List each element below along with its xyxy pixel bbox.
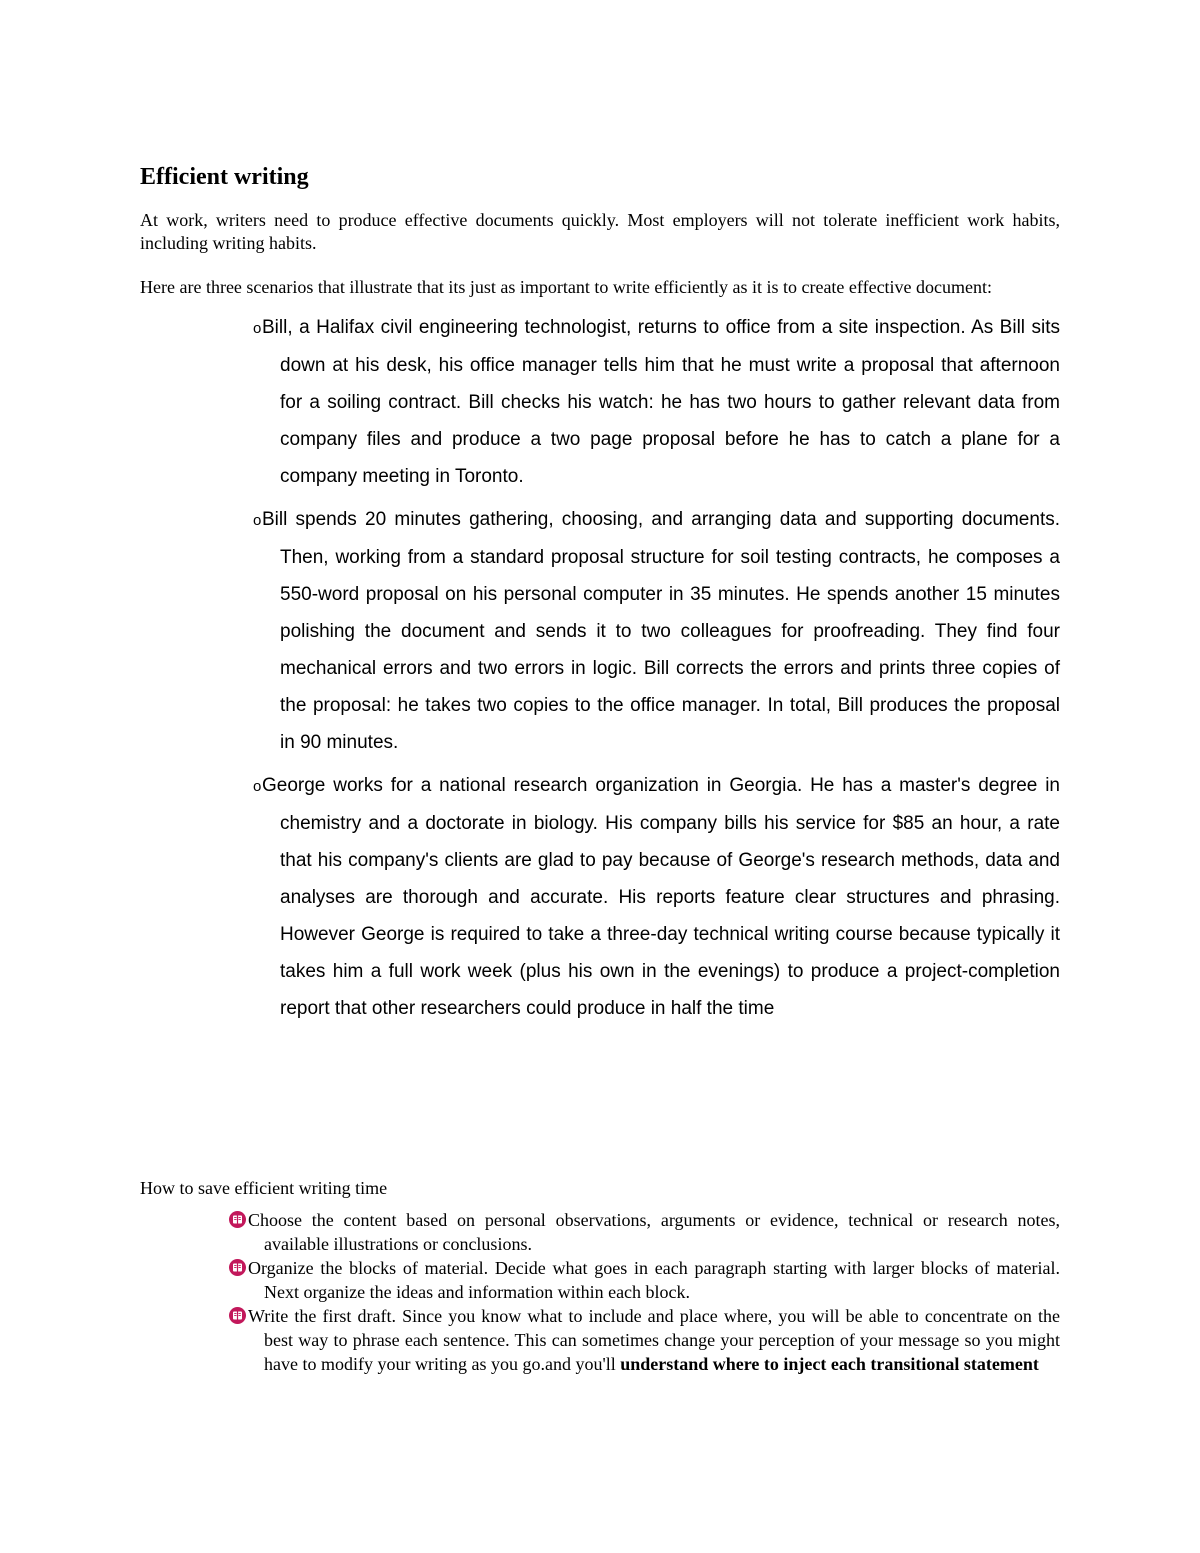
tip-bold-text: understand where to inject each transitional statement [620,1354,1039,1374]
tip-item [228,1208,1060,1256]
circle-bullet-icon: o [253,320,262,337]
document-page [140,160,1060,1374]
tip-text: Choose the content based on personal observations, arguments or evidence, technical or research notes, available illustrations or conclusions. [248,1210,1060,1254]
tip-item [228,1256,1060,1304]
intro-paragraph-1: At work, writers need to produce effective documents quickly. Most employers will not tolerate inefficient work habits, including writing habits. [140,210,1060,253]
circle-bullet-icon: o [253,512,262,529]
tip-item [228,1304,1060,1376]
book-bullet-icon [228,1258,247,1277]
tip-text: Write the first draft. Since you know what to include and place where, you will be able to concentrate on the best way to phrase each sentence. This can sometimes change your perception of your message so you might have to modify your writing as you go.and you'll [248,1306,1060,1374]
scenario-item [246,501,1060,761]
circle-bullet-icon: o [253,778,262,795]
scenario-item [246,309,1060,495]
document-title: Efficient writing [140,164,309,190]
tips-list [228,1208,1060,1376]
scenario-text: Bill spends 20 minutes gathering, choosing, and arranging data and supporting documents. Then, working from a standard proposal structure for soil testing contracts, he composes a 550-word proposal on his personal computer in 35 minutes. He spends another 15 minutes polishing the document and sends it to two colleagues for proofreading. They find four mechanical errors and two errors in logic. Bill corrects the errors and prints three copies of the proposal: he takes two copies to the office manager. In total, Bill produces the proposal in 90 minutes. [262,509,1060,753]
scenario-text: George works for a national research organization in Georgia. He has a master's degree in chemistry and a doctorate in biology. His company bills his service for $85 an hour, a rate that his company's clients are glad to pay because of George's research methods, data and analyses are thorough and accurate. His reports feature clear structures and phrasing. However George is required to take a three-day technical writing course because typically it takes him a full work week (plus his own in the evenings) to produce a project-completion report that other researchers could produce in half the time [262,775,1060,1019]
scenario-list [140,309,1060,1027]
section-heading: How to save efficient writing time [140,1178,388,1198]
intro-paragraph-2: Here are three scenarios that illustrate that its just as important to write efficiently as it is to create effective document: [140,277,993,297]
scenario-item [246,767,1060,1027]
tip-text: Organize the blocks of material. Decide what goes in each paragraph starting with larger blocks of material. Next organize the ideas and information within each block. [248,1258,1060,1302]
scenario-text: Bill, a Halifax civil engineering technologist, returns to office from a site inspection. As Bill sits down at his desk, his office manager tells him that he must write a proposal that afternoon for a soiling contract. Bill checks his watch: he has two hours to gather relevant data from company files and produce a two page proposal before he has to catch a plane for a company meeting in Toronto. [262,317,1060,487]
book-bullet-icon [228,1306,247,1325]
book-bullet-icon [228,1210,247,1229]
